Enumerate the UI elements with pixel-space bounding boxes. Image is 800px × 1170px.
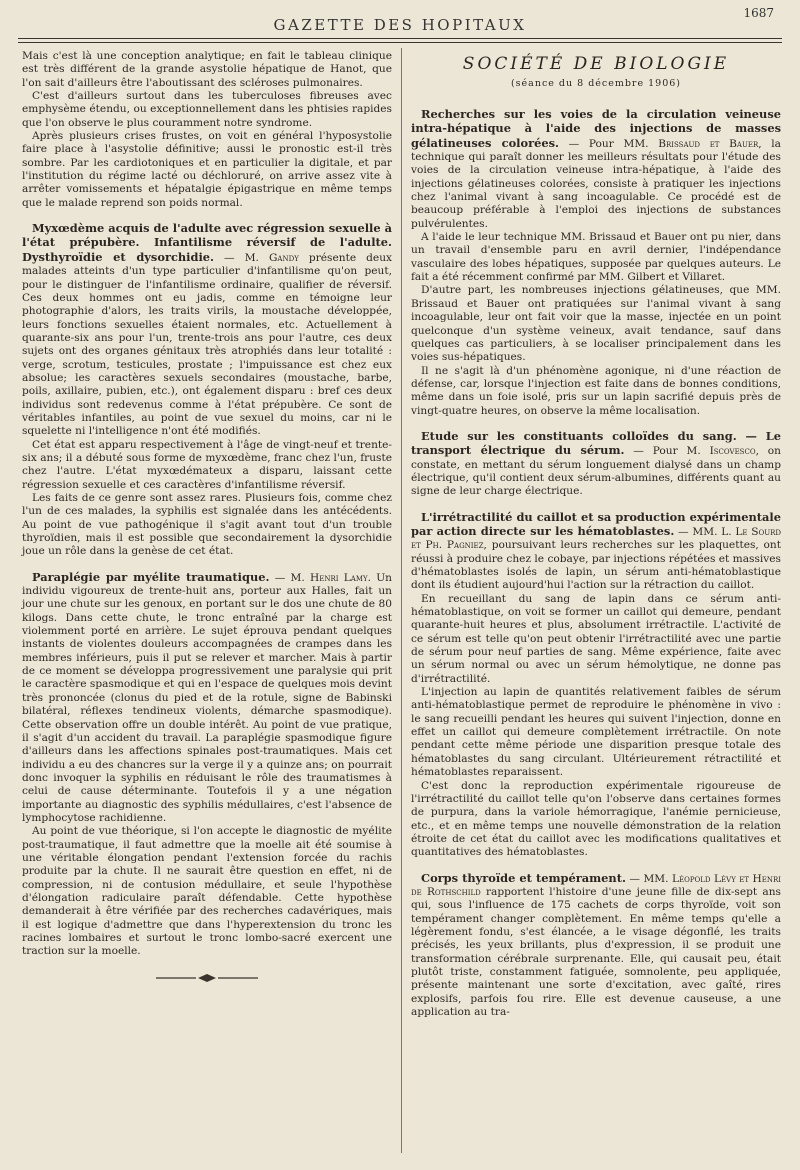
left-column <box>22 50 392 983</box>
article-paragraph: Il ne s'agit là d'un phénomène agonique, ni d'une réaction de défense, car, lorsque l'injection est faite dans de bonnes conditions, même dans un foie isolé, pris sur un lapin sacrifié depuis près de vingt-quatre heures, on observe la même localisation. <box>411 364 781 417</box>
intro-paragraph: Après plusieurs crises frustes, on voit en général l'hyposystolie faire place à l'asystolie définitive; aussi le pronostic est-il très sombre. Par les cardiotoniques et en particulier la digitale, et par l'institution du régime lacté ou déchloruré, on arrive assez vite à arrêter vomissements et hépatalgie épigastrique en même temps que le malade reprend son poids normal. <box>22 130 392 209</box>
article-paraplegie: Paraplégie par myélite traumatique. — M. Henri Lamy. Un individu vigoureux de trente-huit ans, porteur aux Halles, fait un jour une chute sur les genoux, en portant sur le dos une chute de 80 kilogs. Dans cette chute, le tronc entraîné par la charge est violemment porté en arrière. Le sujet éprouva pendant quelques instants de violentes douleurs accompagnées de crampes dans les membres inférieurs, puis il put se relever et marcher. Mais à partir de ce moment se développa progressivement une paralysie qui prit le caractère spasmodique et qui en l'espace de quelques mois devint très prononcée (clonus du pied et de la rotule, signe de Babinski bilatéral, réflexes tendineux violents, démarche spasmodique). Cette observation offre un double intérêt. Au point de vue pratique, il s'agit d'un accident du travail. La paraplégie spasmodique figure d'ailleurs dans les affections spinales post-traumatiques. Mais cet individu a eu des chancres sur la verge il y a quinze ans; on pourrait donc invoquer la syphilis en réduisant le rôle des traumatismes à celui de cause déterminante. Toutefois il y a une négation importante au diagnostic des syphilis médullaires, c'est l'absence de lymphocytose rachidienne. <box>22 569 392 824</box>
right-column <box>411 50 781 1019</box>
article-author: Léopold Lévy et Henri de Rothschild <box>411 872 781 898</box>
article-paragraph: En recueillant du sang de lapin dans ce sérum anti-hématoblastique, on voit se former un caillot qui demeure, pendant quarante-huit heures et plus, absolument irrétractile. L'activité de ce sérum est telle qu'on peut obtenir l'irrétractilité avec une partie de sérum pour neuf parties de sang. Même expérience, faite avec un sérum normal ou avec un sérum hémolytique, ne donne pas d'irrétractilité. <box>411 592 781 685</box>
article-colloides: Etude sur les constituants colloïdes du sang. — Le transport électrique du sérum. — Pour M. Iscovesco, on constate, en mettant du sérum longuement dialysé dans un champ électrique, qu'il contient deux sérum-albumines, différents quant au signe de leur charge électrique. <box>411 428 781 498</box>
article-text: la technique qui paraît donner les meilleurs résultats pour l'étude des voies de la circulation veineuse intra-hépatique, à l'aide des injections gélatineuses colorées, consiste à pratiquer les injections chez l'animal vivant à sang incoagulable. Ce procédé est de beaucoup préférable à l'emploi des injections de substances pulvérulentes. <box>411 137 781 230</box>
article-text: rapportent l'histoire d'une jeune fille de dix-sept ans qui, sous l'influence de 175 cachets de corps thyroïde, voit son tempérament changer complètement. En même temps qu'elle a légèrement fondu, s'est élancée, a le visage dégonflé, les traits précisés, les yeux brillants, plus d'expression, il se produit une transformation cérébrale surprenante. Elle, qui causait peu, était plutôt triste, constamment fatiguée, somnolente, peu appliquée, présente maintenant une sorte d'excitation, avec gaîté, rires explosifs, parfois fou rire. Elle est devenue causeuse, a une application au tra- <box>411 885 781 1018</box>
header-rule-thin <box>18 42 782 43</box>
article-author: L. Le Sourd et Ph. Pagniez <box>411 525 781 552</box>
article-title: Myxœdème acquis de l'adulte avec régression sexuelle à l'état prépubère. Infantilisme réversif de l'adulte. Dysthyroïdie et dysorchidie. <box>22 221 392 264</box>
article-author: Brissaud et Bauer <box>658 137 759 150</box>
end-ornament-icon <box>152 973 262 983</box>
session-date: (séance du 8 décembre 1906) <box>510 78 682 89</box>
article-title: Corps thyroïde et tempérament. <box>421 870 626 885</box>
column-divider <box>401 48 402 1153</box>
article-paragraph: Cet état est apparu respectivement à l'âge de vingt-neuf et trente-six ans; il a débuté sous forme de myxœdème, franc chez l'un, fruste chez l'autre. L'état myxœdémateux a disparu, laissant cette régression sexuelle et ces caractères d'infantilisme réversif. <box>22 438 392 491</box>
article-paragraph: A l'aide le leur technique MM. Brissaud et Bauer ont pu nier, dans un travail d'ensemble paru en avril dernier, l'indépendance vasculaire des lobes hépatiques, supposée par quelques auteurs. Le fait a été récemment confirmé par MM. Gilbert et Villaret. <box>411 231 781 284</box>
article-text: poursuivant leurs recherches sur les plaquettes, ont réussi à produire chez le cobaye, par injections répétées et massives d'hématoblastes isolés de lapin, un sérum anti-hématoblastique dont ils étudient aujourd'hui l'action sur la rétraction du caillot. <box>411 539 781 592</box>
society-title: SOCIÉTÉ DE BIOLOGIE <box>462 54 730 74</box>
article-recherches: Recherches sur les voies de la circulation veineuse intra-hépatique à l'aide des injections de masses gélatineuses colorées. — Pour MM. Brissaud et Bauer, la technique qui paraît donner les meilleurs résultats pour l'étude des voies de la circulation veineuse intra-hépatique, à l'aide des injections gélatineuses colorées, consiste à pratiquer les injections chez l'animal vivant à sang incoagulable. Ce procédé est de beaucoup préférable à l'emploi des injections de substances pulvérulentes. <box>411 107 781 230</box>
article-paragraph: Au point de vue théorique, si l'on accepte le diagnostic de myélite post-traumatique, il faut admettre que la moelle ait été soumise à une véritable élongation pendant l'extension forcée du rachis produite par la chute. Il ne saurait être question en effet, ni de compression, ni de contusion médullaire, et seule l'hypothèse d'élongation radiculaire paraît défendable. Cette hypothèse demanderait à être vérifiée par des recherches cadavériques, mais il est logique d'admettre que dans l'hyperextension du tronc les racines lombaires et surtout le tronc lombo-sacré exercent une traction sur la moelle. <box>22 825 392 958</box>
article-author: Iscovesco <box>709 445 756 458</box>
article-author: Gandy <box>268 251 299 264</box>
page-number: 1687 <box>743 6 774 20</box>
article-paragraph: C'est donc la reproduction expérimentale rigoureuse de l'irrétractilité du caillot telle qu'on l'observe dans certaines formes de purpura, dans la variole hémorragique, l'anémie pernicieuse, etc., et en même temps une nouvelle démonstration de la relation étroite de cet état du caillot avec les modifications qualitatives et quantitatives des hématoblastes. <box>411 779 781 859</box>
article-text: on constate, en mettant du sérum longuement dialysé dans un champ électrique, qu'il contient deux sérum-albumines, différents quant au signe de leur charge électrique. <box>411 445 781 498</box>
article-author: Henri Lamy <box>309 571 368 584</box>
article-myxoedeme: Myxœdème acquis de l'adulte avec régression sexuelle à l'état prépubère. Infantilisme réversif de l'adulte. Dysthyroïdie et dysorchidie. — M. Gandy présente deux malades atteints d'un type particulier d'infantilisme qu'on peut, pour le distinguer de l'infantilisme ordinaire, qualifier de réversif. Ces deux hommes ont eu jadis, comme en témoigne leur photographie d'alors, les traits virils, la moustache développée, leurs fonctions sexuelles étaient normales, etc. Actuellement à quarante-six ans pour l'un, trente-trois ans pour l'autre, ces deux sujets ont des organes génitaux très atrophiés dans leur totalité : verge, scrotum, testicules, prostate ; l'impuissance est chez eux absolue; les caractères sexuels secondaires (moustache, barbe, poils, axillaire, pubien, etc.), ont également disparu : bref ces deux individus sont redevenus comme à l'état prépubère. Ce sont de véritables infantiles, au point de vue sexuel du moins, car ni le squelette ni l'intelligence n'ont été modifiés. <box>22 221 392 438</box>
journal-title: GAZETTE DES HOPITAUX <box>273 16 527 34</box>
article-title: Recherches sur les voies de la circulation veineuse intra-hépatique à l'aide des injections de masses gélatineuses colorées. <box>411 107 781 150</box>
article-caillot: L'irrétractilité du caillot et sa production expérimentale par action directe sur les hématoblastes. — MM. L. Le Sourd et Ph. Pagniez, poursuivant leurs recherches sur les plaquettes, ont réussi à produire chez le cobaye, par injections répétées et massives d'hématoblastes isolés de lapin, un sérum anti-hématoblastique dont ils étudient aujourd'hui l'action sur la rétraction du caillot. <box>411 509 781 592</box>
intro-paragraph: Mais c'est là une conception analytique; en fait le tableau clinique est très différent de la grande asystolie hépatique de Hanot, que l'on sait d'ailleurs être l'aboutissant des scléroses pulmonaires. <box>22 50 392 89</box>
article-paragraph: L'injection au lapin de quantités relativement faibles de sérum anti-hématoblastique permet de reproduire le phénomène in vivo : le sang recueilli pendant les heures qui suivent l'injection, donne en effet un caillot qui demeure complètement irrétractile. On note pendant cette même période une disparition presque totale des hématoblastes du sang circulant. Ultérieurement rétractilité et hématoblastes reparaissent. <box>411 686 781 779</box>
article-paragraph: Les faits de ce genre sont assez rares. Plusieurs fois, comme chez l'un de ces malades, la syphilis est signalée dans les antécédents. Au point de vue pathogénique il s'agit avant tout d'un trouble thyroïdien, mais il est possible que secondairement la dysorchidie joue un rôle dans la genèse de cet état. <box>22 492 392 558</box>
article-title: L'irrétractilité du caillot et sa production expérimentale par action directe sur les hématoblastes. <box>411 509 781 538</box>
intro-paragraph: C'est d'ailleurs surtout dans les tuberculoses fibreuses avec emphysème étendu, ou exceptionnellement dans les phtisies rapides que l'on observe le plus couramment notre syndrome. <box>22 90 392 129</box>
article-title: Paraplégie par myélite traumatique. <box>32 569 270 584</box>
article-paragraph: D'autre part, les nombreuses injections gélatineuses, que MM. Brissaud et Bauer ont pratiquées sur l'animal vivant à sang incoagulable, leur ont fait voir que la masse, injectée en un point quelconque d'un système veineux, avait tendance, sauf dans quelques cas particuliers, à se localiser principalement dans les voies sus-hépatiques. <box>411 284 781 364</box>
header-rule <box>18 38 782 39</box>
article-text: Un individu vigoureux de trente-huit ans, porteur aux Halles, fait un jour une chute sur les genoux, en portant sur le dos une chute de 80 kilogs. Dans cette chute, le tronc entraîné par la charge est violemment porté en arrière. Le sujet éprouva pendant quelques instants de violentes douleurs accompagnées de crampes dans les membres inférieurs, puis il put se relever et marcher. Mais à partir de ce moment se développa progressivement une paralysie qui prit le caractère spasmodique et qui en l'espace de quelques mois devint très prononcée (clonus du pied et de la rotule, signe de Babinski bilatéral, réflexes tendineux violents, démarche spasmodique). Cette observation offre un double intérêt. Au point de vue pratique, il s'agit d'un accident du travail. La paraplégie spasmodique figure d'ailleurs dans les affections spinales post-traumatiques. Mais cet individu a eu des chancres sur la verge il y a quinze ans; on pourrait donc invoquer la syphilis en réduisant le rôle des traumatismes à celui de cause déterminante. Toutefois il y a une négation importante au diagnostic des syphilis médullaires, c'est l'absence de lymphocytose rachidienne. <box>22 571 392 824</box>
article-title: Etude sur les constituants colloïdes du sang. — Le transport électrique du sérum. <box>411 428 781 458</box>
article-thyroide: Corps thyroïde et tempérament. — MM. Léopold Lévy et Henri de Rothschild rapportent l'histoire d'une jeune fille de dix-sept ans qui, sous l'influence de 175 cachets de corps thyroïde, voit son tempérament changer complètement. En même temps qu'elle a légèrement fondu, s'est élancée, a le visage dégonflé, les traits précisés, les yeux brillants, plus d'expression, il se produit une transformation cérébrale surprenante. Elle, qui causait peu, était plutôt triste, constamment fatiguée, somnolente, peu appliquée, présente maintenant une sorte d'excitation, avec gaîté, rires explosifs, parfois fou rire. Elle est devenue causeuse, a une application au tra- <box>411 870 781 1018</box>
article-text: présente deux malades atteints d'un type particulier d'infantilisme qu'on peut, pour le distinguer de l'infantilisme ordinaire, qualifier de réversif. Ces deux hommes ont eu jadis, comme en témoigne leur photographie d'alors, les traits virils, la moustache développée, leurs fonctions sexuelles étaient normales, etc. Actuellement à quarante-six ans pour l'un, trente-trois ans pour l'autre, ces deux sujets ont des organes génitaux très atrophiés dans leur totalité : verge, scrotum, testicules, prostate ; l'impuissance est chez eux absolue; les caractères sexuels secondaires (moustache, barbe, poils, axillaire, pubien, etc.), ont également disparu : bref ces deux individus sont redevenus comme à l'état prépubère. Ce sont de véritables infantiles, au point de vue sexuel du moins, car ni le squelette ni l'intelligence n'ont été modifiés. <box>22 251 392 438</box>
